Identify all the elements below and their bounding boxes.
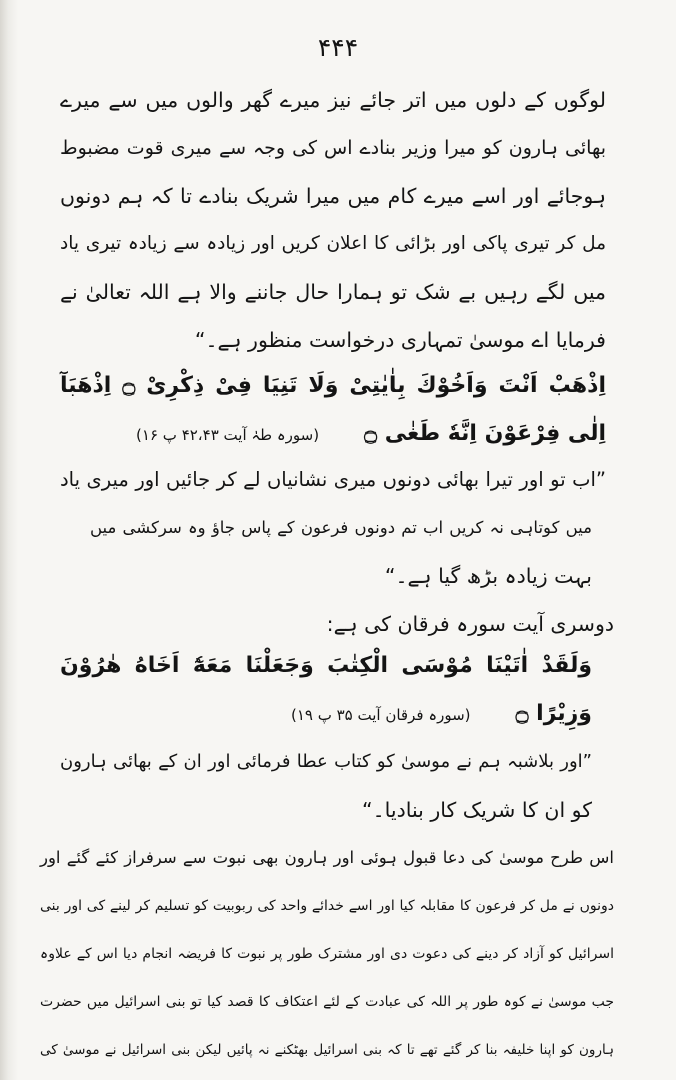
verse-2-line: وَلَقَدْ اٰتَيْنَا مُوْسَى الْكِتٰبَ وَجَعَلْنَا مَعَهٗٓ اَخَاهُ هٰرُوْنَ (60, 653, 592, 678)
translation-1-line: میں کوتاہی نہ کریں اب تم دونوں فرعون کے پاس جاؤ وہ سرکشی میں (90, 518, 592, 537)
paragraph-2-line: دونوں نے مل کر فرعون کا مقابلہ کیا اور اسے خدائے واحد کی ربوبیت کو تسلیم کر لینے کی اور بنی (40, 898, 614, 914)
verse-2-reference: (سورہ فرقان آیت ۳۵ پ ۱۹) (290, 706, 471, 724)
second-verse-intro: دوسری آیت سورہ فرقان کی ہے: (326, 612, 614, 636)
page-number: ۴۴۴ (317, 33, 359, 62)
paragraph-1-line: ہوجائے اور اسے میرے کام میں میرا شریک بنادے تا کہ ہم دونوں (60, 184, 606, 208)
verse-2-line-with-reference (60, 694, 592, 734)
paragraph-1-line: مل کر تیری پاکی اور بڑائی کا اعلان کریں اور زیادہ سے زیادہ تیری یاد (60, 233, 606, 254)
binding-gutter-shadow (0, 0, 18, 1080)
paragraph-1-line: لوگوں کے دلوں میں اتر جائے نیز میرے گھر والوں میں سے میرے (60, 88, 606, 112)
translation-2-line: ”اور بلاشبہ ہم نے موسیٰ کو کتاب عطا فرمائی اور ان کے بھائی ہارون (60, 751, 592, 772)
verse-1-line: اِلٰى فِرْعَوْنَ اِنَّهٗ طَغٰى ۝ (364, 421, 606, 446)
verse-1-line: اِذْهَبْ اَنْتَ وَاَخُوْكَ بِاٰيٰتِىْ وَلَا تَنِيَا فِىْ ذِكْرِىْ ۝ اِذْهَبَآ (60, 373, 606, 398)
paragraph-2-line: ہارون کو اپنا خلیفہ بنا کر گئے تھے تا کہ بنی اسرائیل بھٹکنے نہ پائیں لیکن بنی اسرائیل نے موسیٰ کی (40, 1042, 614, 1058)
paragraph-1-line: بھائی ہارون کو میرا وزیر بنادے اس کی وجہ سے میری قوت مضبوط (60, 137, 606, 159)
paragraph-1-line: میں لگے رہیں بے شک تو ہمارا حال جاننے والا ہے اللہ تعالیٰ نے (60, 280, 606, 304)
translation-1-line: ”اب تو اور تیرا بھائی دونوں میری نشانیاں لے کر جائیں اور میری یاد (60, 468, 606, 491)
paragraph-2-line: اس طرح موسیٰ کی دعا قبول ہوئی اور ہارون بھی نبوت سے سرفراز کئے گئے اور (40, 848, 614, 867)
verse-1-line-with-reference (60, 414, 606, 454)
verse-1-reference: (سورہ طہٰ آیت ۴۲،۴۳ پ ۱۶) (136, 426, 320, 444)
paragraph-2-line: اسرائیل کو آزاد کر دینے کی دعوت دی اور مشترک طور پر نبوت کا فریضہ انجام دیا اس کے علاوہ (40, 946, 614, 962)
paragraph-2-line: جب موسیٰ نے کوہ طور پر اللہ کی عبادت کے لئے اعتکاف کا قصد کیا تو بنی اسرائیل میں حضرت (40, 994, 614, 1010)
translation-2-line: کو ان کا شریک کار بنادیا۔“ (362, 798, 592, 822)
verse-2-line: وَزِيْرًا ۝ (515, 701, 592, 726)
paragraph-1-line: فرمایا اے موسیٰ تمہاری درخواست منظور ہے۔“ (194, 328, 606, 352)
translation-1-line: بہت زیادہ بڑھ گیا ہے۔“ (384, 564, 592, 588)
